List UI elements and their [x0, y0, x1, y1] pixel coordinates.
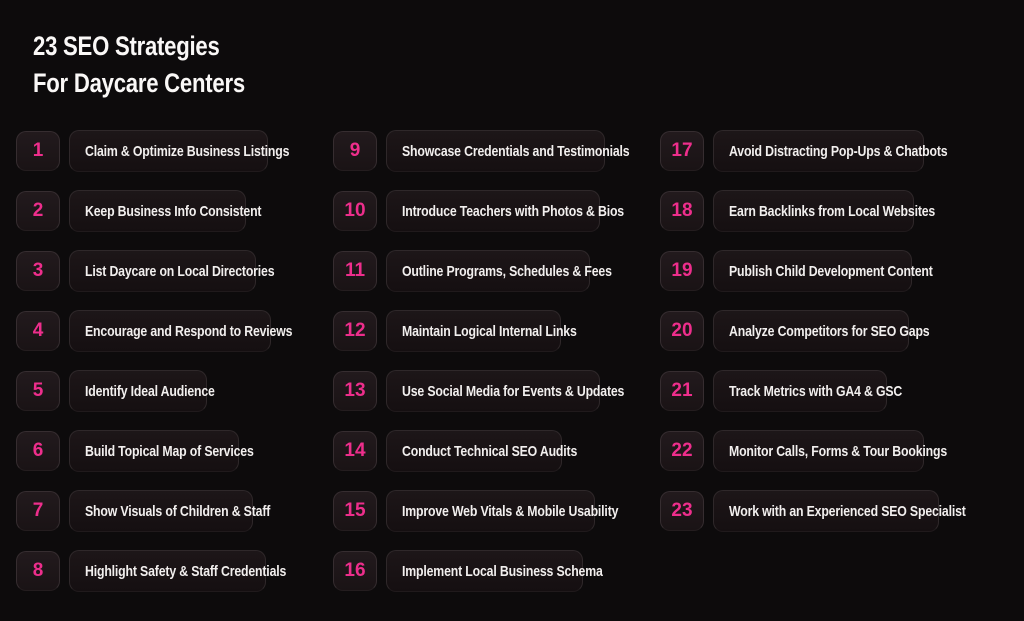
strategy-label-pill — [386, 250, 612, 292]
strategy-number: 23 — [671, 500, 693, 521]
strategy-label: Identify Ideal Audience — [85, 382, 215, 400]
strategy-list-grid — [16, 130, 1024, 592]
strategy-list-item — [333, 190, 660, 232]
strategy-label-pill — [69, 250, 275, 292]
page-title-line-1: 23 SEO Strategies — [33, 31, 220, 61]
strategy-number: 18 — [671, 200, 693, 221]
strategy-number: 5 — [32, 380, 44, 401]
strategy-list-item — [660, 190, 1008, 232]
strategy-number-badge — [333, 431, 377, 471]
strategy-label-pill — [386, 550, 603, 592]
strategy-label: Analyze Competitors for SEO Gaps — [729, 322, 930, 340]
strategy-label: Use Social Media for Events & Updates — [402, 382, 625, 400]
strategy-label: Earn Backlinks from Local Websites — [729, 202, 936, 220]
strategy-number: 17 — [671, 140, 693, 161]
strategy-label-pill — [69, 310, 293, 352]
strategy-column-2 — [333, 130, 660, 592]
strategy-label: Showcase Credentials and Testimonials — [402, 142, 630, 160]
strategy-label-pill — [386, 310, 577, 352]
strategy-number-badge — [16, 431, 60, 471]
strategy-number: 16 — [344, 560, 366, 581]
strategy-list-item — [16, 130, 333, 172]
strategy-label: Introduce Teachers with Photos & Bios — [402, 202, 624, 220]
strategy-label: Publish Child Development Content — [729, 262, 933, 280]
strategy-number-badge — [660, 491, 704, 531]
strategy-label-pill — [69, 550, 287, 592]
strategy-number-badge — [16, 551, 60, 591]
strategy-label: Monitor Calls, Forms & Tour Bookings — [729, 442, 948, 460]
strategy-label-pill — [713, 190, 936, 232]
strategy-number: 11 — [344, 260, 366, 281]
strategy-label-pill — [713, 310, 930, 352]
strategy-label-pill — [713, 250, 933, 292]
strategy-label: Claim & Optimize Business Listings — [85, 142, 290, 160]
strategy-number-badge — [16, 491, 60, 531]
strategy-list-item — [16, 430, 333, 472]
strategy-number-badge — [660, 371, 704, 411]
strategy-label: Avoid Distracting Pop-Ups & Chatbots — [729, 142, 948, 160]
strategy-number: 1 — [32, 140, 44, 161]
strategy-label: Improve Web Vitals & Mobile Usability — [402, 502, 619, 520]
strategy-list-item — [16, 190, 333, 232]
strategy-label: Implement Local Business Schema — [402, 562, 603, 580]
strategy-number-badge — [333, 131, 377, 171]
strategy-list-item — [660, 250, 1008, 292]
strategy-number-badge — [16, 131, 60, 171]
strategy-number-badge — [660, 251, 704, 291]
strategy-label: Maintain Logical Internal Links — [402, 322, 577, 340]
strategy-label: Encourage and Respond to Reviews — [85, 322, 293, 340]
strategy-label-pill — [713, 430, 948, 472]
strategy-label-pill — [386, 370, 625, 412]
page-title-line-2: For Daycare Centers — [33, 68, 245, 98]
strategy-list-item — [660, 310, 1008, 352]
strategy-list-item — [16, 370, 333, 412]
strategy-list-item — [333, 490, 660, 532]
strategy-number-badge — [16, 251, 60, 291]
strategy-number: 4 — [32, 320, 44, 341]
strategy-list-item — [660, 430, 1008, 472]
strategy-number: 7 — [32, 500, 44, 521]
strategy-label-pill — [713, 370, 903, 412]
strategy-number-badge — [660, 431, 704, 471]
strategy-number: 13 — [344, 380, 366, 401]
strategy-label-pill — [386, 130, 630, 172]
strategy-label-pill — [713, 130, 948, 172]
strategy-column-3 — [660, 130, 1008, 592]
strategy-list-item — [333, 250, 660, 292]
strategy-label: Show Visuals of Children & Staff — [85, 502, 271, 520]
strategy-label-pill — [69, 490, 271, 532]
strategy-list-item — [660, 130, 1008, 172]
page-title — [33, 28, 245, 102]
strategy-list-item — [333, 370, 660, 412]
strategy-number: 2 — [32, 200, 44, 221]
strategy-label: Build Topical Map of Services — [85, 442, 254, 460]
strategy-label-pill — [386, 430, 578, 472]
strategy-number: 10 — [344, 200, 366, 221]
strategy-number-badge — [333, 491, 377, 531]
strategy-list-item — [16, 490, 333, 532]
logo-letters-rest: NKGRAPH — [879, 38, 1020, 75]
strategy-number: 6 — [32, 440, 44, 461]
strategy-label-pill — [386, 490, 619, 532]
strategy-label: Outline Programs, Schedules & Fees — [402, 262, 612, 280]
strategy-label-pill — [69, 190, 262, 232]
strategy-label: Track Metrics with GA4 & GSC — [729, 382, 903, 400]
strategy-number: 12 — [344, 320, 366, 341]
strategy-number-badge — [333, 551, 377, 591]
strategy-number: 8 — [32, 560, 44, 581]
strategy-label-pill — [69, 430, 254, 472]
strategy-number-badge — [660, 311, 704, 351]
strategy-number: 9 — [349, 140, 361, 161]
strategy-label: Conduct Technical SEO Audits — [402, 442, 578, 460]
strategy-list-item — [16, 550, 333, 592]
strategy-number: 19 — [671, 260, 693, 281]
strategy-label-pill — [713, 490, 966, 532]
strategy-number-badge — [16, 311, 60, 351]
strategy-list-item — [16, 310, 333, 352]
strategy-number-badge — [333, 251, 377, 291]
strategy-list-item — [333, 310, 660, 352]
strategy-number: 3 — [32, 260, 44, 281]
strategy-label: Keep Business Info Consistent — [85, 202, 262, 220]
linkgraph-logo — [856, 38, 1020, 76]
strategy-number: 14 — [344, 440, 366, 461]
strategy-label: Work with an Experienced SEO Specialist — [729, 502, 966, 520]
strategy-label-pill — [386, 190, 624, 232]
strategy-number: 20 — [671, 320, 693, 341]
strategy-label-pill — [69, 130, 290, 172]
strategy-list-item — [333, 550, 660, 592]
logo-letter-l: L — [856, 38, 874, 75]
logo-short-i: I — [873, 47, 880, 74]
strategy-list-item — [660, 370, 1008, 412]
strategy-number: 21 — [671, 380, 693, 401]
strategy-number-badge — [333, 371, 377, 411]
strategy-label: List Daycare on Local Directories — [85, 262, 275, 280]
strategy-list-item — [333, 430, 660, 472]
strategy-label-pill — [69, 370, 215, 412]
strategy-number: 15 — [344, 500, 366, 521]
strategy-number-badge — [16, 191, 60, 231]
strategy-number-badge — [333, 311, 377, 351]
strategy-number: 22 — [671, 440, 693, 461]
strategy-list-item — [660, 490, 1008, 532]
strategy-list-item — [16, 250, 333, 292]
strategy-column-1 — [16, 130, 333, 592]
strategy-number-badge — [660, 131, 704, 171]
strategy-list-item — [333, 130, 660, 172]
strategy-label: Highlight Safety & Staff Credentials — [85, 562, 287, 580]
strategy-number-badge — [660, 191, 704, 231]
strategy-number-badge — [16, 371, 60, 411]
strategy-number-badge — [333, 191, 377, 231]
